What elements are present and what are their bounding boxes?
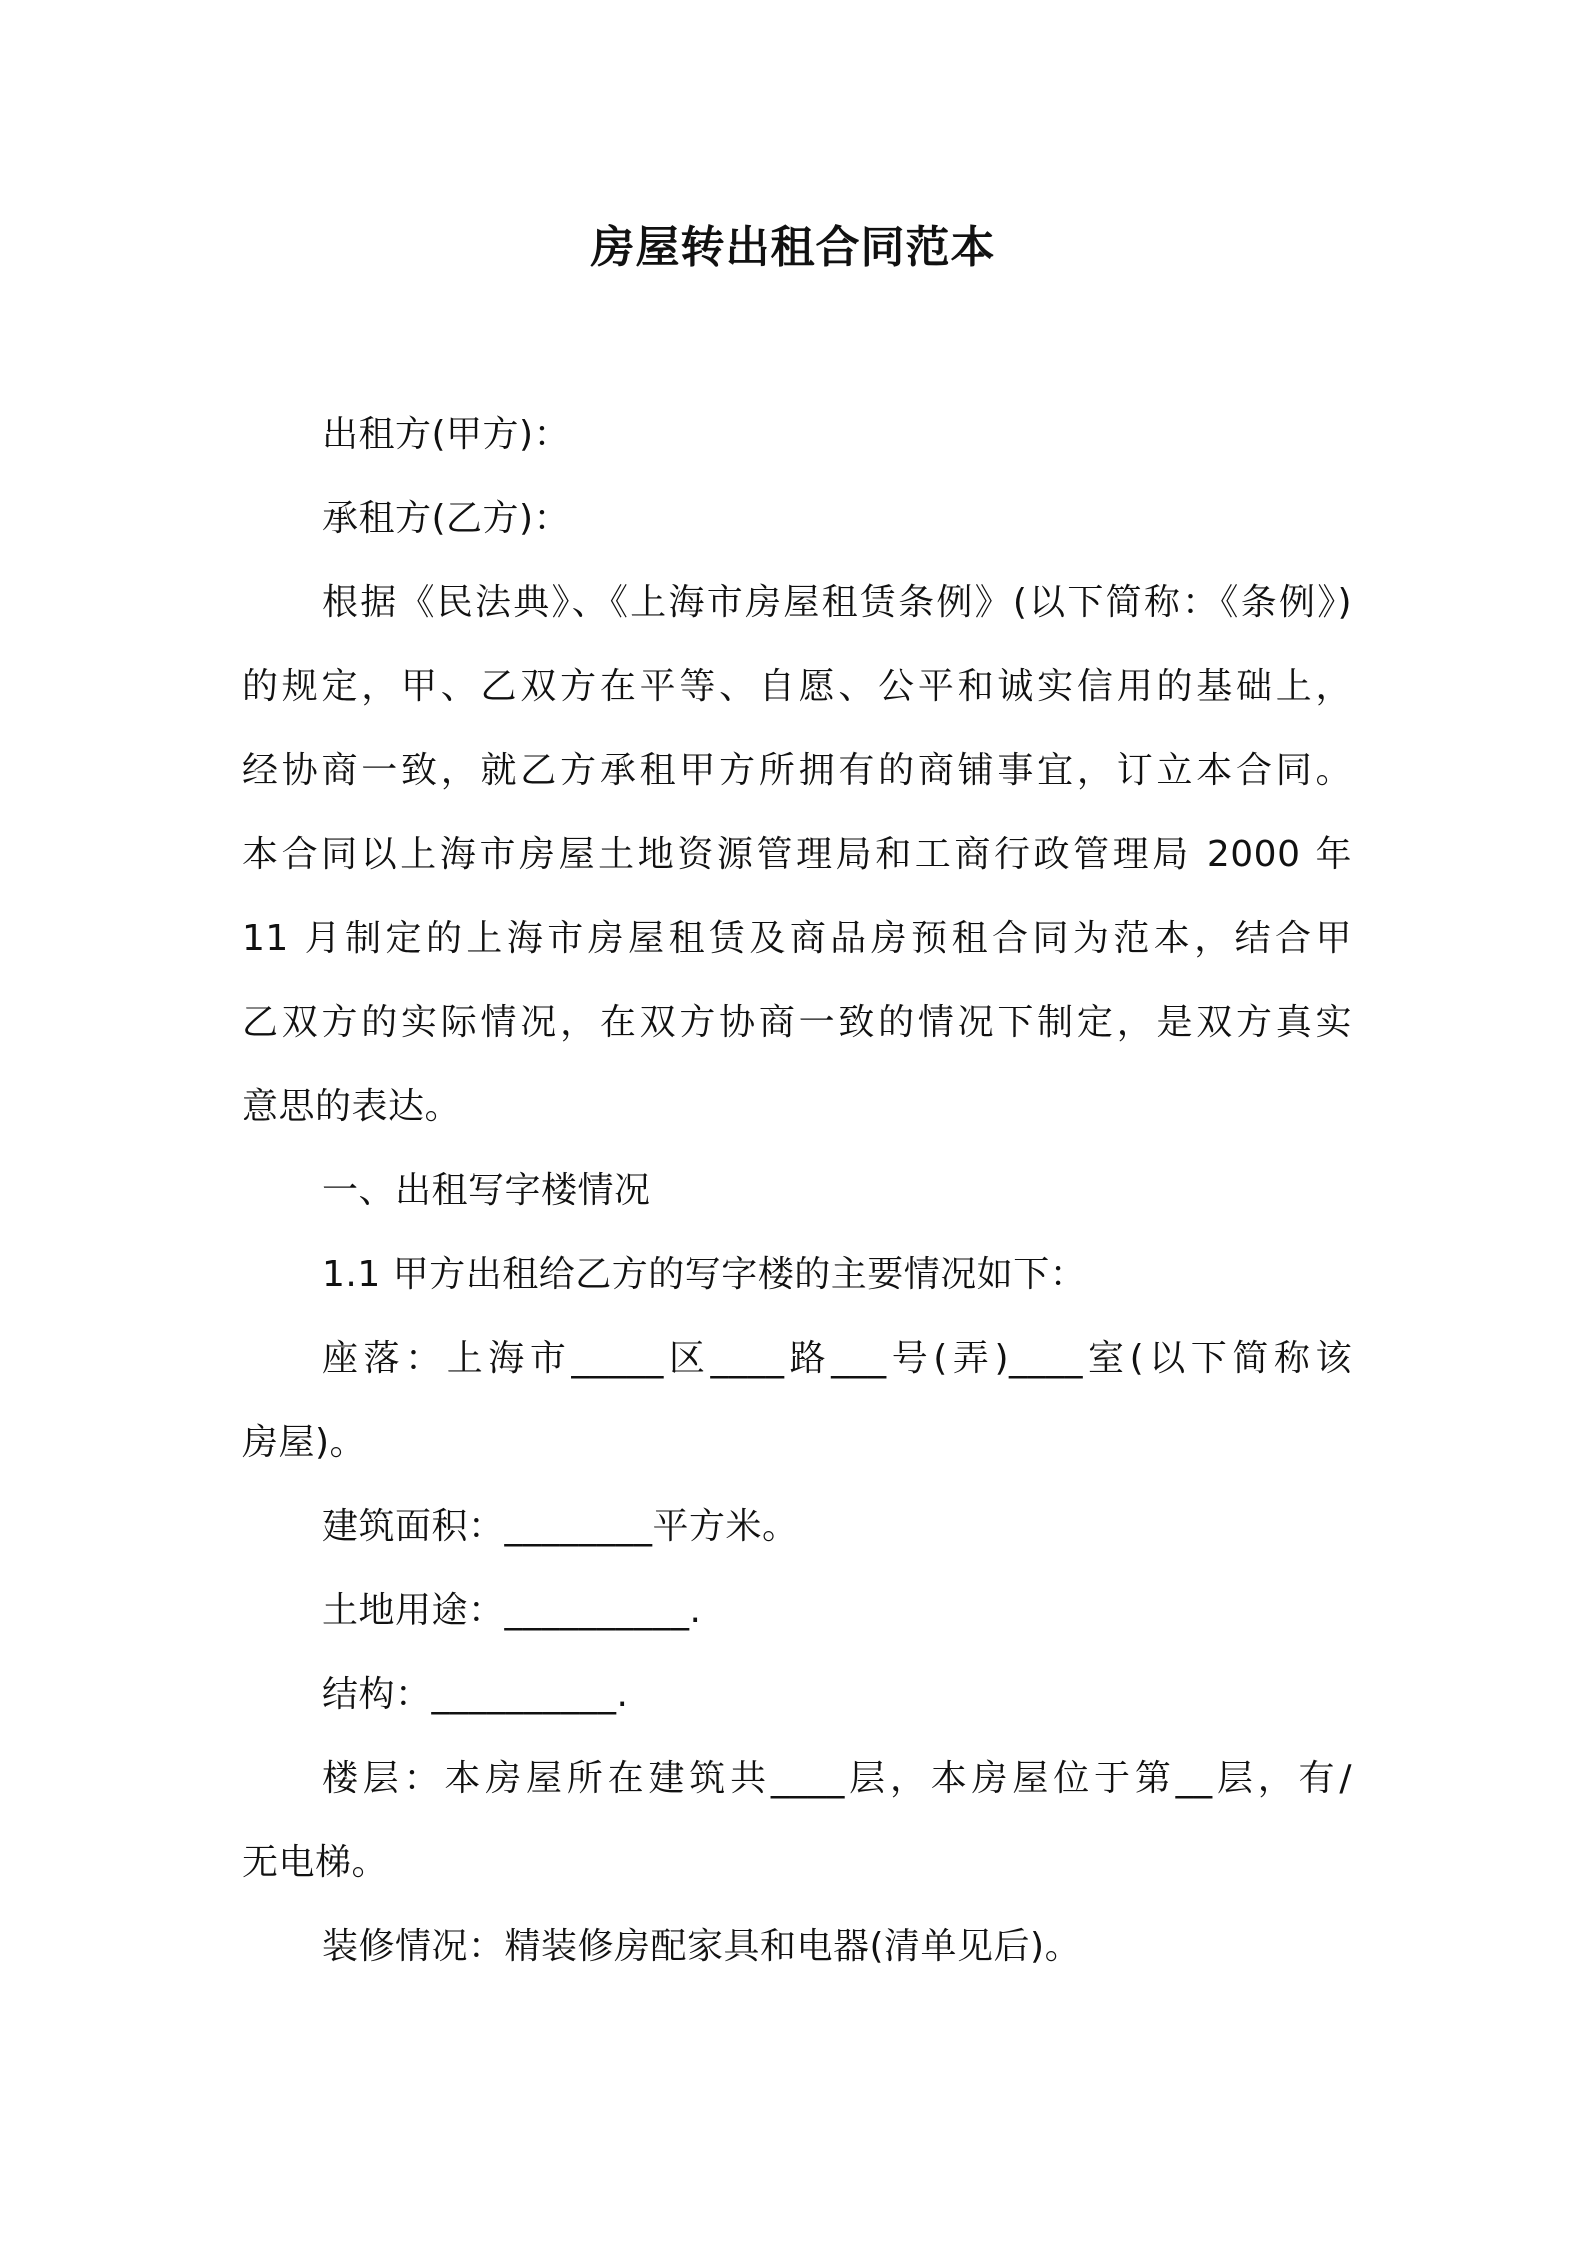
location-line: 房屋)。	[242, 1422, 367, 1463]
land-use-line: 土地用途：__________.	[322, 1590, 702, 1631]
floor-line: 无电梯。	[242, 1842, 389, 1883]
paragraph-line: 11 月制定的上海市房屋租赁及商品房预租合同为范本，结合甲	[242, 918, 1352, 959]
lessor-line: 出租方(甲方)：	[322, 414, 571, 455]
location-line: 座落：上海市_____区____路___号(弄)____室(以下简称该	[322, 1338, 1352, 1379]
paragraph-line: 意思的表达。	[242, 1086, 462, 1127]
structure-line: 结构：__________.	[322, 1674, 629, 1715]
floor-line: 楼层：本房屋所在建筑共____层，本房屋位于第__层，有/	[322, 1758, 1352, 1799]
decoration-line: 装修情况：精装修房配家具和电器(清单见后)。	[322, 1926, 1082, 1967]
section-heading: 一、出租写字楼情况	[322, 1170, 651, 1211]
lessee-line: 承租方(乙方)：	[322, 498, 571, 539]
document-title: 房屋转出租合同范本	[590, 222, 996, 273]
paragraph-line: 本合同以上海市房屋土地资源管理局和工商行政管理局 2000 年	[242, 834, 1352, 875]
paragraph-line: 的规定，甲、乙双方在平等、自愿、公平和诚实信用的基础上，	[242, 666, 1352, 707]
paragraph-line: 根据《民法典》、《上海市房屋租赁条例》(以下简称：《条例》)	[322, 582, 1352, 623]
paragraph-line: 乙双方的实际情况，在双方协商一致的情况下制定，是双方真实	[242, 1002, 1352, 1043]
paragraph-line: 经协商一致，就乙方承租甲方所拥有的商铺事宜，订立本合同。	[242, 750, 1352, 791]
clause-line: 1.1 甲方出租给乙方的写字楼的主要情况如下：	[322, 1254, 1087, 1295]
floor-area-line: 建筑面积：________平方米。	[322, 1506, 799, 1547]
